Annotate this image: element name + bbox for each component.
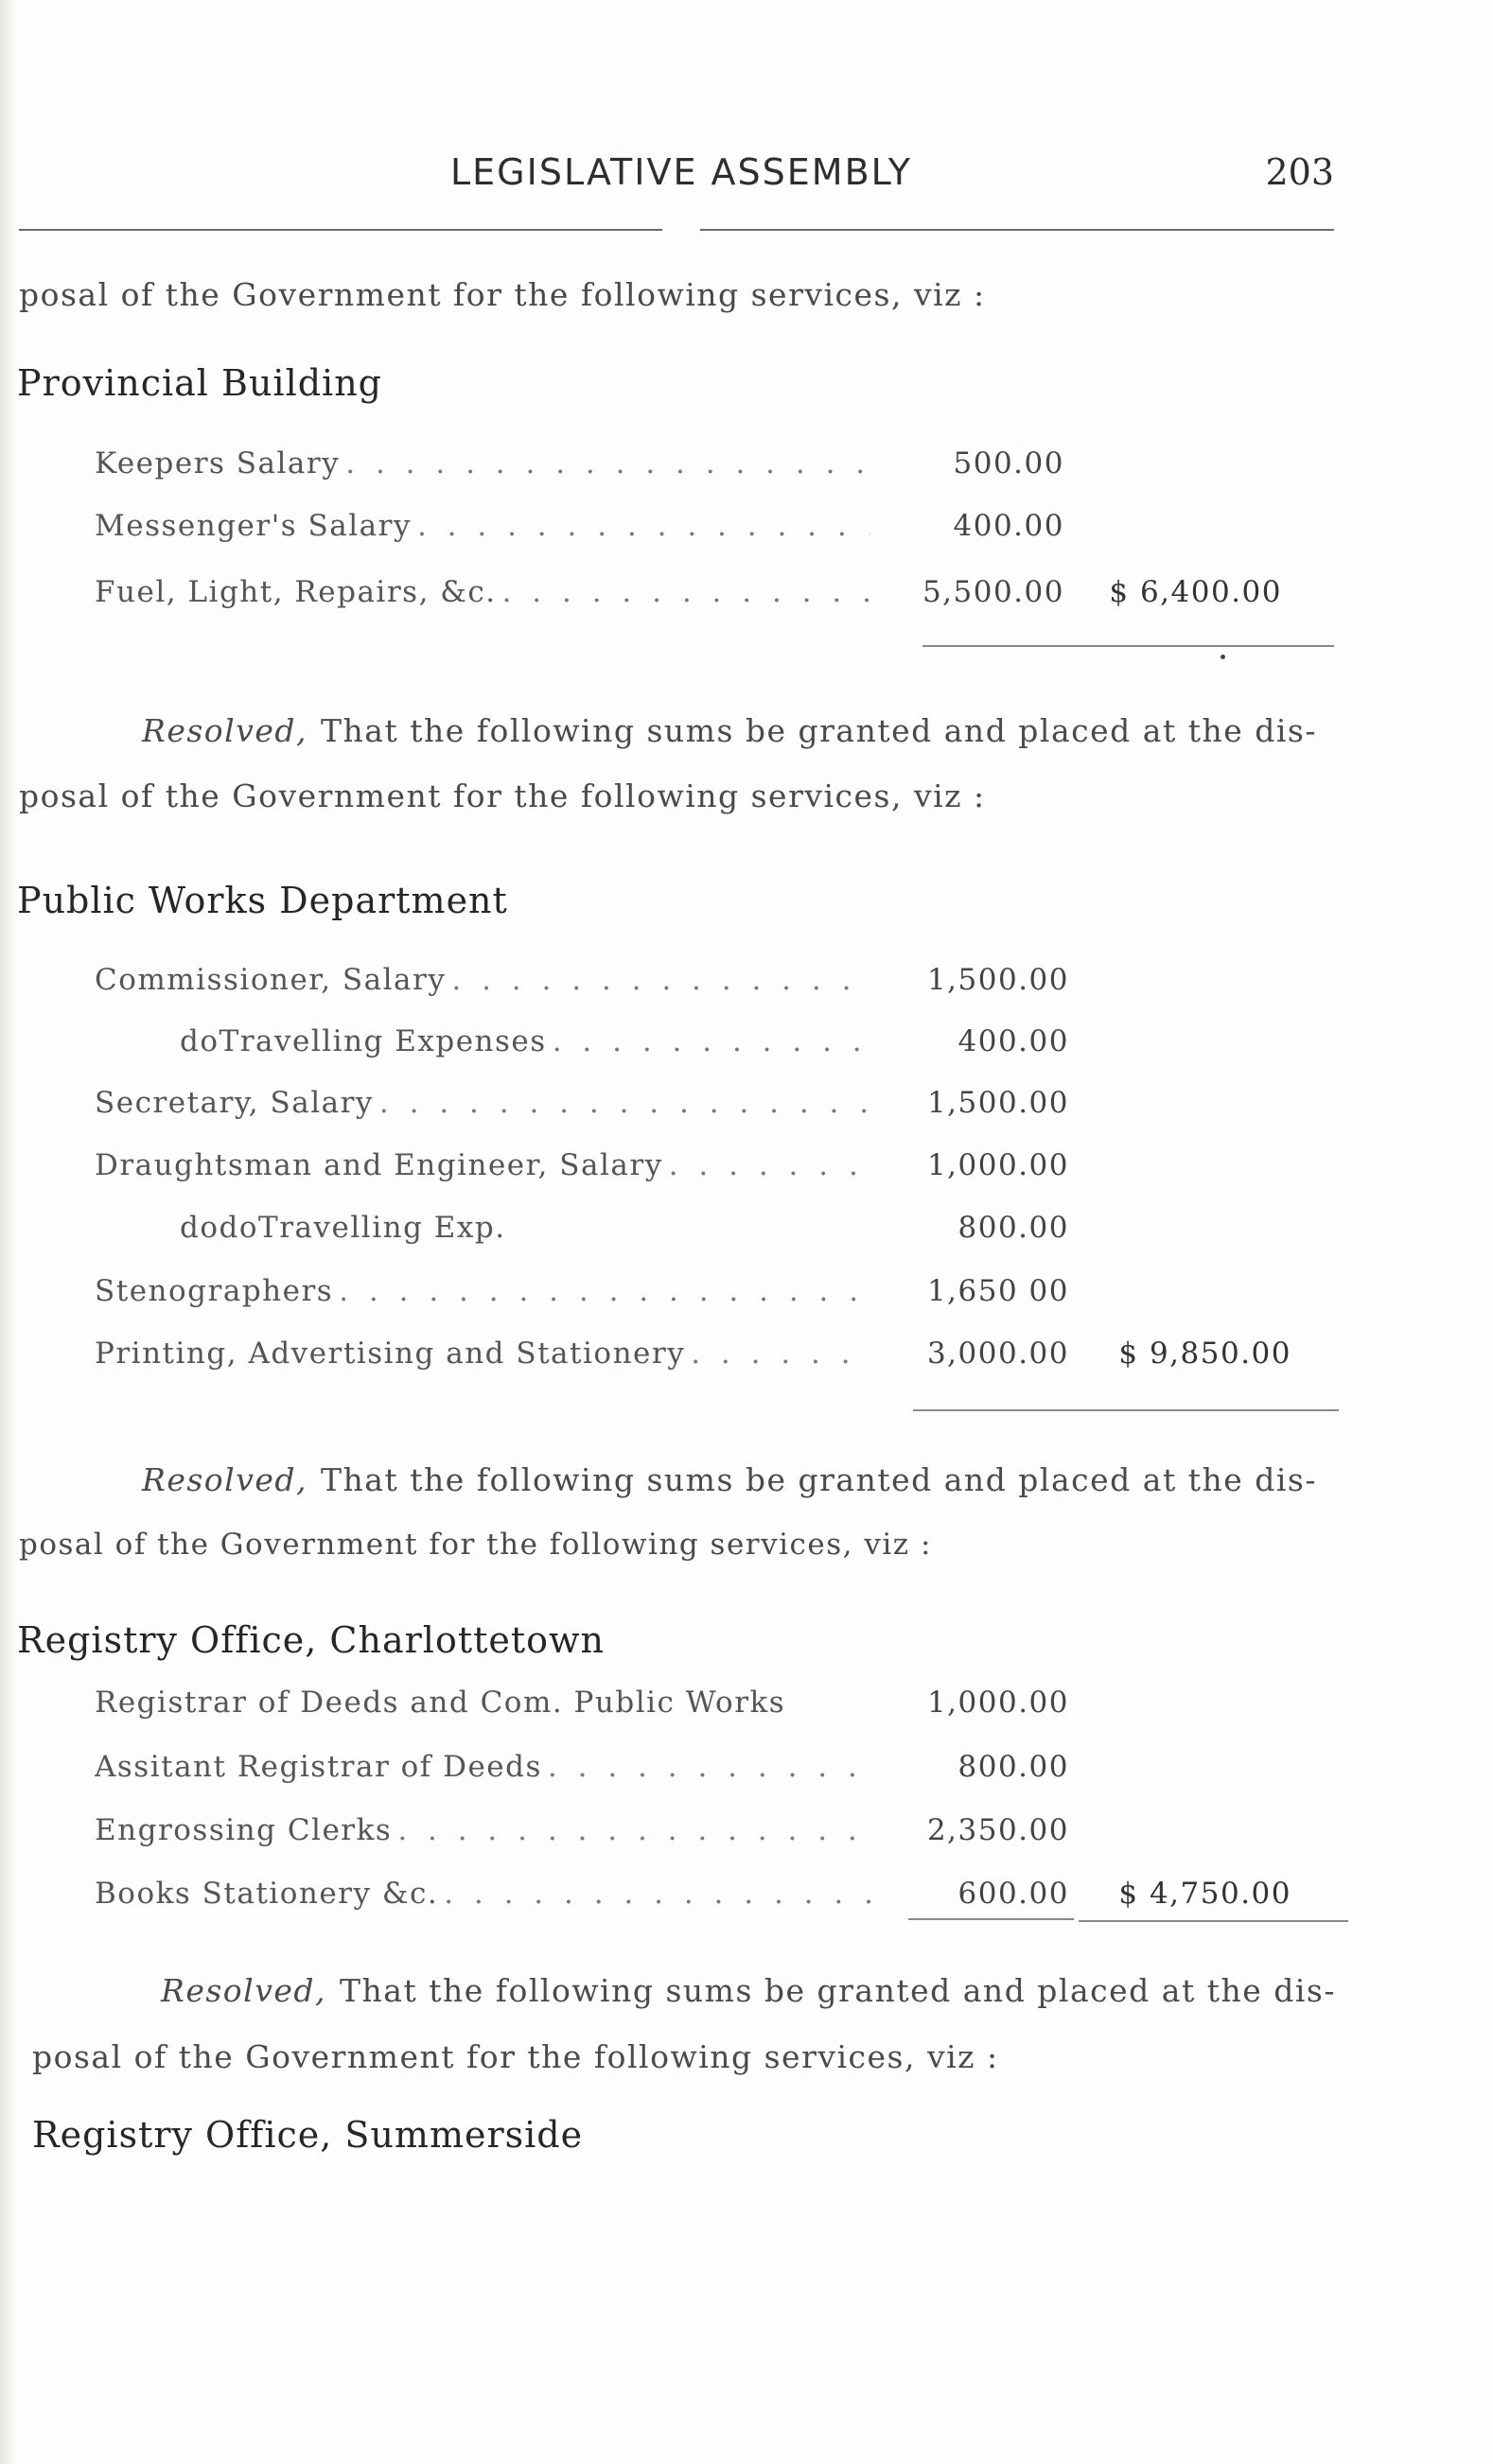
item-amount: 800.00: [957, 1750, 1069, 1784]
ledger-item: [95, 1024, 870, 1066]
resolved-word: Resolved,: [142, 712, 308, 749]
item-amount: 3,000.00: [926, 1337, 1069, 1371]
section2-resolution-cont: posal of the Government for the following services, viz :: [19, 778, 986, 814]
item-amount: 500.00: [953, 446, 1064, 481]
ledger-item: [95, 1211, 880, 1252]
item-amount: 2,350.00: [926, 1813, 1069, 1847]
ledger-item: [95, 1877, 870, 1918]
resolved-word: Resolved,: [142, 1461, 308, 1498]
section1-heading: Provincial Building: [17, 362, 383, 404]
item-label: Travelling Expenses: [219, 1024, 547, 1058]
ledger-item: [95, 1750, 870, 1791]
item-label: Books Stationery &c.: [95, 1877, 439, 1911]
page-binding-shadow: [0, 0, 17, 2464]
section1-total-rule: [922, 645, 1334, 647]
item-label: Secretary, Salary: [95, 1086, 374, 1120]
item-amount: 1,000.00: [926, 1148, 1069, 1182]
item-label: Stenographers: [95, 1274, 334, 1308]
section2-total: $ 9,850.00: [1118, 1337, 1291, 1371]
page-number: 203: [1265, 151, 1334, 193]
resolved-text: That the following sums be granted and placed at the dis-: [321, 712, 1318, 749]
item-label: Fuel, Light, Repairs, &c.: [95, 575, 497, 609]
section3-total: $ 4,750.00: [1118, 1877, 1291, 1911]
item-label: Registrar of Deeds and Com. Public Works: [95, 1686, 786, 1720]
item-label: Draughtsman and Engineer, Salary: [95, 1148, 663, 1182]
resolved-word: Resolved,: [161, 1972, 327, 2009]
item-label: Travelling Exp.: [258, 1211, 506, 1245]
ledger-item: [95, 1813, 870, 1855]
ledger-item: [95, 963, 870, 1005]
section4-resolution: [161, 1972, 1336, 2009]
section1-total: $ 6,400.00: [1109, 575, 1282, 609]
item-label: Keepers Salary: [95, 446, 341, 481]
section2-resolution: [142, 712, 1317, 749]
item-amount: 400.00: [953, 509, 1064, 543]
section3-subtotal-rule: [908, 1918, 1074, 1920]
item-label: Printing, Advertising and Stationery: [95, 1337, 686, 1371]
ledger-item: [95, 1148, 870, 1190]
section3-resolution: [142, 1461, 1317, 1498]
item-label-ditto: do: [219, 1211, 259, 1245]
section3-total-rule: [1079, 1920, 1348, 1922]
ledger-item: [95, 1686, 875, 1727]
print-mark: [1221, 655, 1225, 659]
section4-resolution-cont: posal of the Government for the following services, viz :: [32, 2038, 999, 2075]
ledger-item: [95, 1086, 870, 1127]
item-amount: 600.00: [957, 1877, 1069, 1911]
item-amount: 1,500.00: [926, 963, 1069, 997]
ledger-item: [95, 1274, 870, 1316]
ledger-item: [95, 509, 870, 550]
item-amount: 1,000.00: [926, 1686, 1069, 1720]
header-rule-right: [700, 229, 1334, 231]
item-label-ditto: do: [180, 1024, 220, 1058]
section3-resolution-cont: posal of the Government for the following services, viz :: [19, 1528, 932, 1562]
section3-heading: Registry Office, Charlottetown: [17, 1619, 606, 1661]
item-label: Assitant Registrar of Deeds: [95, 1750, 542, 1784]
item-amount: 800.00: [957, 1211, 1069, 1245]
ledger-item: [95, 446, 870, 488]
item-label-ditto: do: [180, 1211, 220, 1245]
running-header-title: LEGISLATIVE ASSEMBLY: [450, 151, 912, 193]
ledger-item: [95, 575, 870, 617]
item-amount: 1,650 00: [926, 1274, 1069, 1308]
section1-intro-line: posal of the Government for the following services, viz :: [19, 276, 986, 313]
item-amount: 400.00: [957, 1024, 1069, 1058]
resolved-text: That the following sums be granted and placed at the dis-: [321, 1461, 1318, 1498]
item-amount: 1,500.00: [926, 1086, 1069, 1120]
item-label: Commissioner, Salary: [95, 963, 447, 997]
header-rule-left: [19, 229, 662, 231]
item-label: Engrossing Clerks: [95, 1813, 393, 1847]
section4-heading: Registry Office, Summerside: [32, 2114, 584, 2156]
ledger-item: [95, 1337, 870, 1378]
item-label: Messenger's Salary: [95, 509, 412, 543]
item-amount: 5,500.00: [922, 575, 1064, 609]
section2-heading: Public Works Department: [17, 880, 508, 921]
section2-total-rule: [913, 1409, 1339, 1411]
resolved-text: That the following sums be granted and placed at the dis-: [340, 1972, 1337, 2009]
